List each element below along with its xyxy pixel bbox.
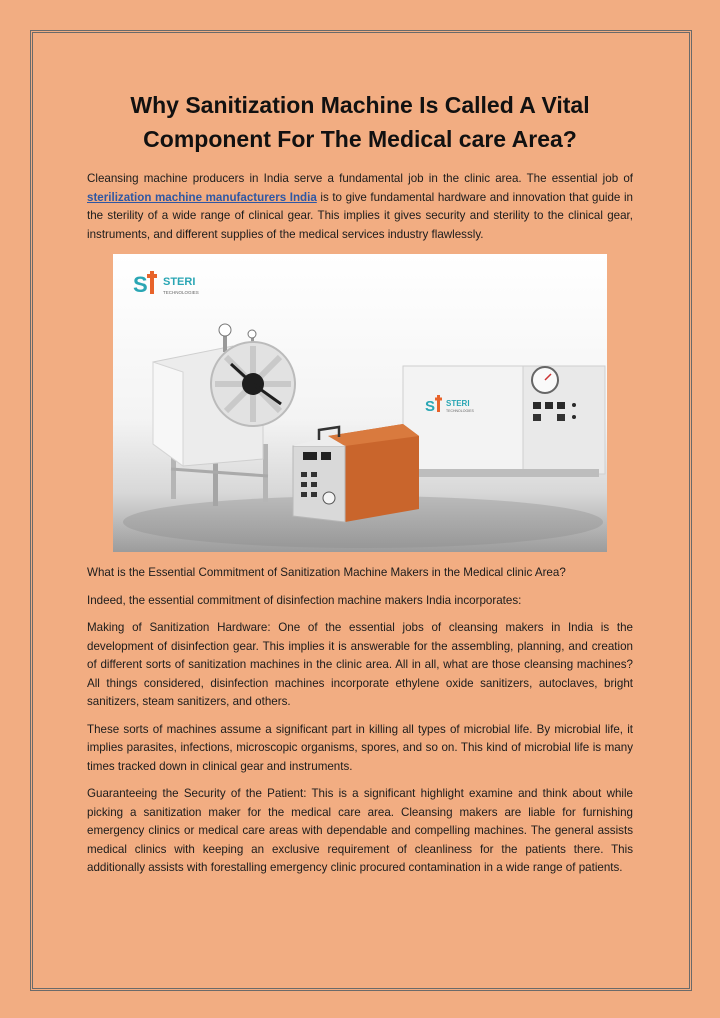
paragraph-3: These sorts of machines assume a significant part in killing all types of microbial life. By microbial life, it implies parasites, infections, microscopic organisms, spores, and so on. This kind of microbial life is many times tracked down in clinical gear and instruments. <box>87 722 633 773</box>
steri-logo <box>133 271 199 297</box>
sterilization-manufacturers-link[interactable]: sterilization machine manufacturers India <box>87 190 317 204</box>
logo-subtext: TECHNOLOGIES <box>163 290 199 295</box>
svg-text:S: S <box>133 272 148 297</box>
panel-logo-text: STERI <box>446 399 470 408</box>
panel-logo-subtext: TECHNOLOGIES <box>446 409 474 413</box>
product-image <box>113 254 607 552</box>
document-title <box>87 88 633 156</box>
intro-text-before-link: Cleansing machine producers in India serve a fundamental job in the clinic area. The essential job of <box>87 172 633 185</box>
title-line-1: Why Sanitization Machine Is Called A Vital <box>130 92 590 118</box>
sterilization-machines-illustration <box>113 254 607 552</box>
title-line-2: Component For The Medical care Area? <box>143 126 577 152</box>
orange-sterilizer-unit <box>293 424 419 522</box>
intro-paragraph <box>87 170 633 244</box>
document-content <box>87 88 633 887</box>
steam-sterilizer-machine <box>403 366 605 477</box>
logo-text: STERI <box>163 276 196 288</box>
autoclave-machine <box>153 324 295 506</box>
paragraph-2: Making of Sanitization Hardware: One of the essential jobs of cleansing makers in India is the development of disinfection gear. This implies it is answerable for the assembling, planning, and creation of different sorts of sanitization machines in the clinic area. All in all, what are those cleansing machines? All things considered, disinfection machines incorporate ethylene oxide sanitizers, autoclaves, bright sanitizers, steam sanitizers, and others. <box>87 621 633 708</box>
paragraph-1: Indeed, the essential commitment of disinfection machine makers India incorporates: <box>87 593 522 607</box>
section-question: What is the Essential Commitment of Sanitization Machine Makers in the Medical clinic Area? <box>87 566 566 579</box>
paragraph-4: Guaranteeing the Security of the Patient: This is a significant highlight examine and think about while picking a sanitization maker for the medical care area. Cleansing makers are liable for furnishing emergency clinics or medical care areas with dependable and compelling machines. The general assists medical clinics with keeping an exclusive requirement of cleanliness for the patients there. This additionally assists with forestalling emergency clinic procured contamination in a wide range of patients. <box>87 787 633 874</box>
svg-text:S: S <box>425 398 436 415</box>
intro-text-after-link: is to give fundamental hardware and innovation that guide in the sterility of a wide range of clinical gear. This implies it gives security and sterility to the clinical gear, instruments, and different supplies of the medical services industry flawlessly. <box>87 190 633 241</box>
